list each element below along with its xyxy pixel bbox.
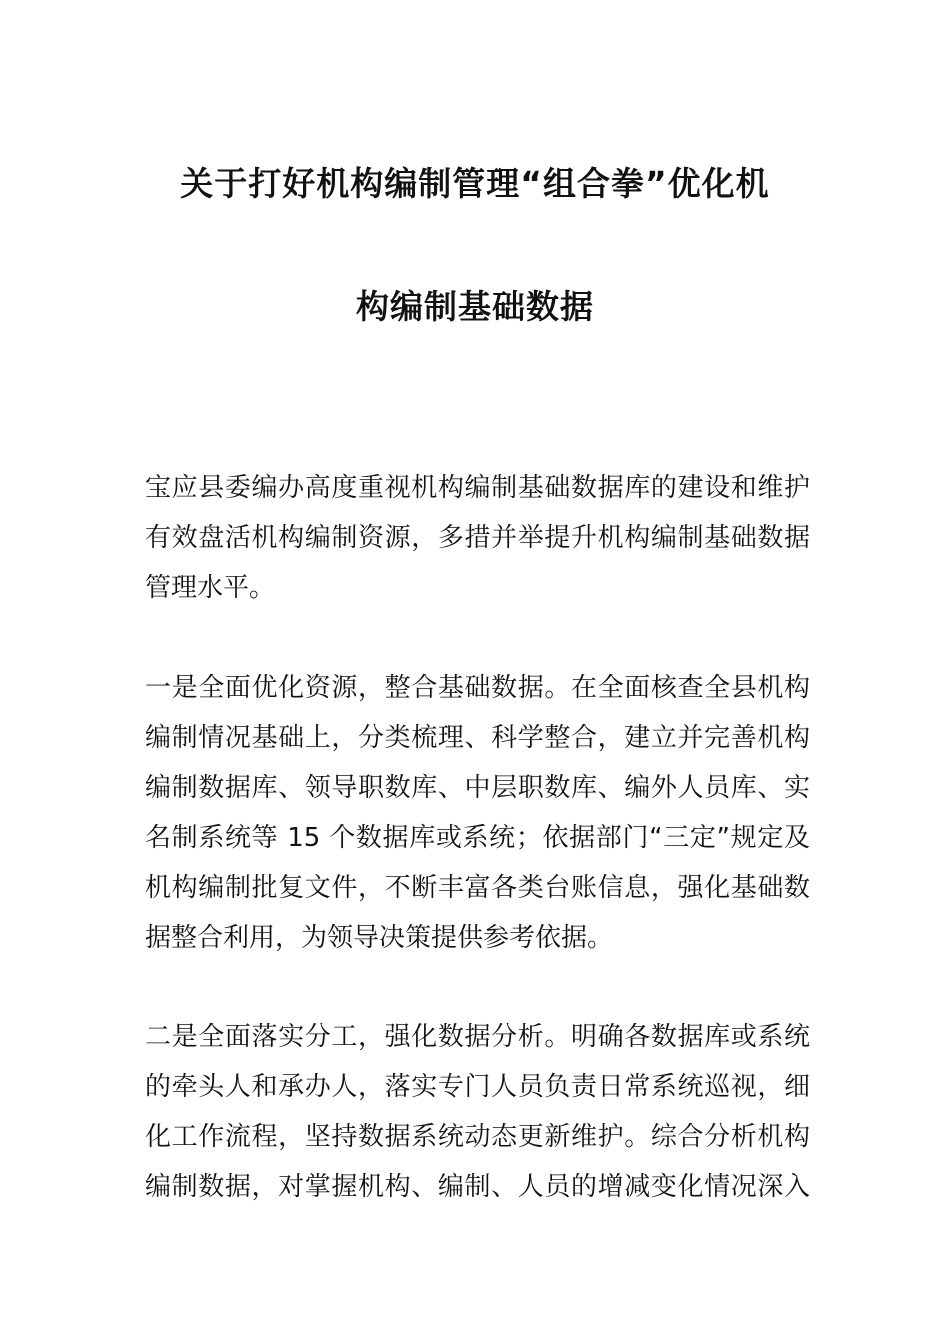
paragraph-line: 一是全面优化资源，整合基础数据。在全面核查全县机构 xyxy=(145,673,810,703)
paragraph-line: 据整合利用，为领导决策提供参考依据。 xyxy=(145,923,614,953)
paragraph-line: 二是全面落实分工，强化数据分析。明确各数据库或系统 xyxy=(145,1022,810,1052)
document-title-line-1: 关于打好机构编制管理“组合拳”优化机 xyxy=(180,164,770,203)
paragraph-line: 的牵头人和承办人，落实专门人员负责日常系统巡视，细 xyxy=(145,1072,810,1102)
paragraph-line: 编制数据，对掌握机构、编制、人员的增减变化情况深入 xyxy=(145,1172,810,1202)
paragraph-line: 有效盘活机构编制资源，多措并举提升机构编制基础数据 xyxy=(145,523,810,553)
paragraph-line: 宝应县委编办高度重视机构编制基础数据库的建设和维护 xyxy=(145,473,810,503)
document-title-line-2: 构编制基础数据 xyxy=(356,287,594,326)
paragraph-line: 化工作流程，坚持数据系统动态更新维护。综合分析机构 xyxy=(145,1122,810,1152)
paragraph-point-one xyxy=(145,663,810,963)
paragraph-intro xyxy=(145,463,810,613)
paragraph-line: 编制数据库、领导职数库、中层职数库、编外人员库、实 xyxy=(145,773,810,803)
paragraph-line: 编制情况基础上，分类梳理、科学整合，建立并完善机构 xyxy=(145,723,810,753)
paragraph-line: 机构编制批复文件，不断丰富各类台账信息，强化基础数 xyxy=(145,873,810,903)
paragraph-line: 管理水平。 xyxy=(145,573,276,603)
paragraph-line: 名制系统等 15 个数据库或系统；依据部门“三定”规定及 xyxy=(145,823,810,853)
paragraph-point-two xyxy=(145,1012,810,1212)
